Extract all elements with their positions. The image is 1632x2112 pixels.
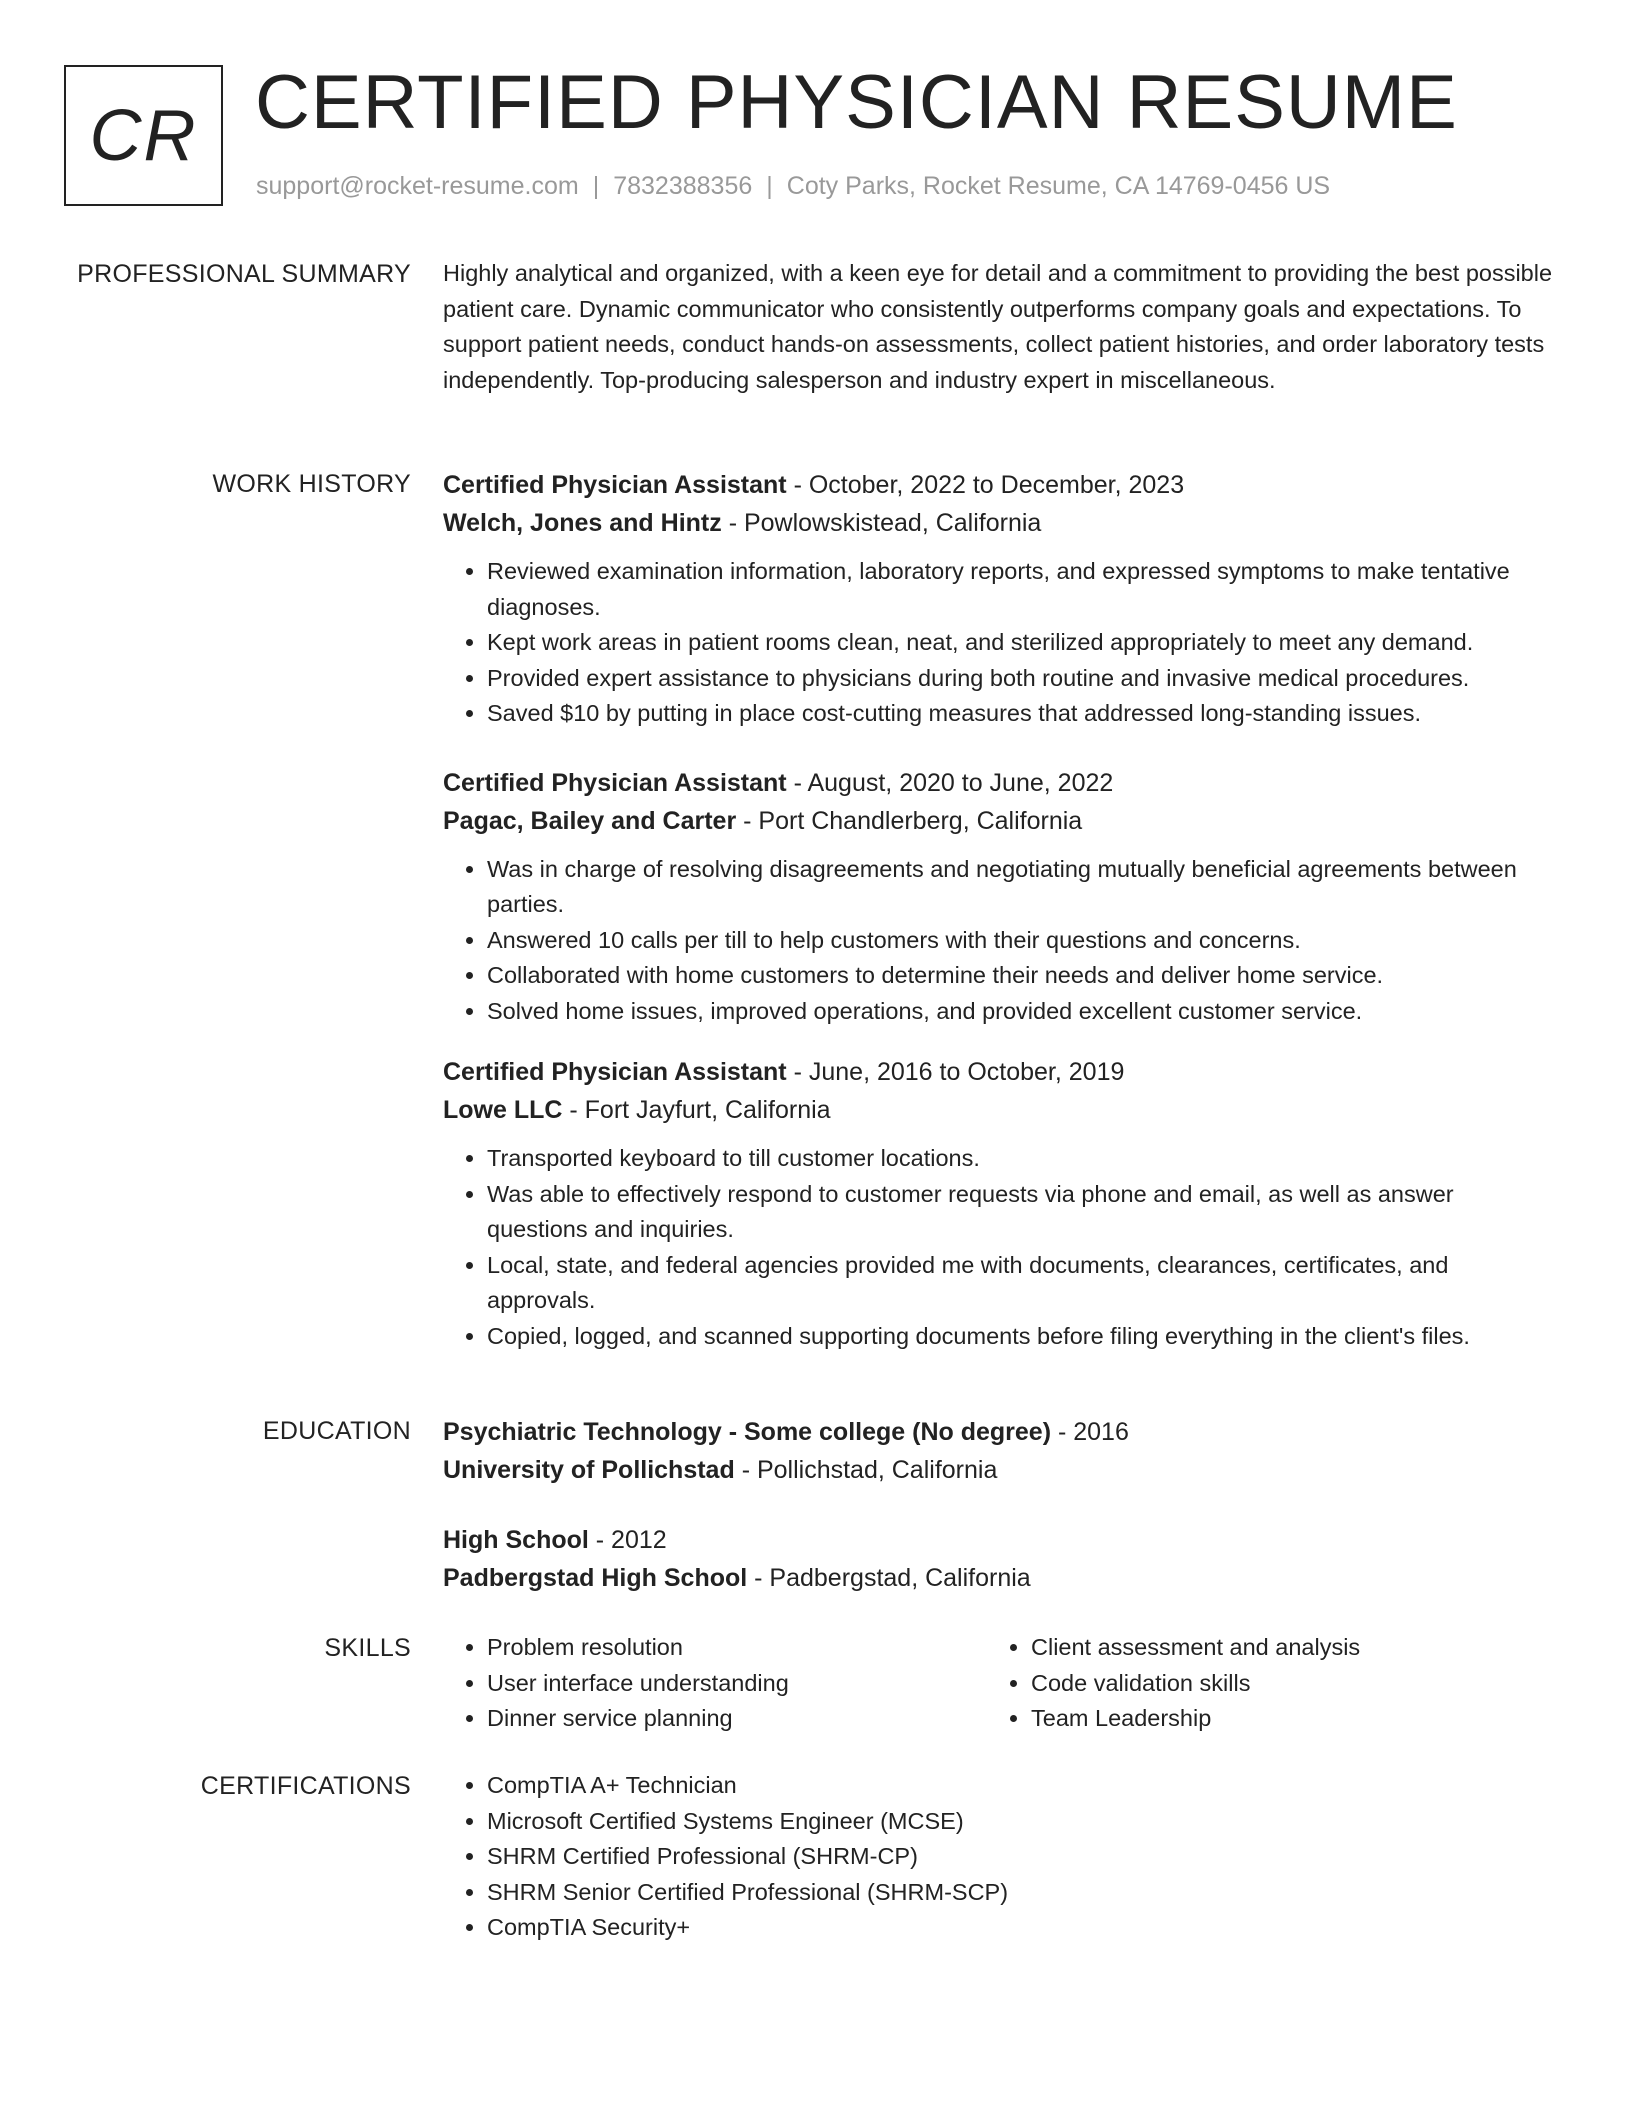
education-entry [443, 1413, 1553, 1489]
job-entry [443, 1053, 1553, 1354]
education-degree-line [443, 1521, 1553, 1559]
job-company: Pagac, Bailey and Carter [443, 806, 737, 835]
contact-email[interactable]: support@rocket-resume.com [256, 172, 579, 200]
job-company: Welch, Jones and Hintz [443, 509, 722, 537]
job-location: - Port Chandlerberg, California [736, 806, 1083, 835]
list-item: • Problem resolution [487, 1630, 987, 1666]
work-history-body [443, 466, 1553, 1378]
education-location: - Padbergstad, California [747, 1564, 1031, 1592]
job-company-line [443, 1091, 1553, 1129]
contact-phone[interactable]: 7832388356 [613, 172, 753, 200]
list-item: • Client assessment and analysis [1031, 1630, 1531, 1666]
summary-body [443, 256, 1553, 398]
list-item: • Local, state, and federal agencies provided me with documents, clearances, certificates, and approvals. [487, 1248, 1553, 1319]
list-item: • Saved $10 by putting in place cost-cutting measures that addressed long-standing issues. [487, 696, 1553, 732]
list-item: • Kept work areas in patient rooms clean, neat, and sterilized appropriately to meet any demand. [487, 625, 1553, 661]
education-entry [443, 1521, 1553, 1597]
section-label-work-history: WORK HISTORY [212, 470, 411, 498]
contact-line [256, 172, 1330, 201]
job-title-line [443, 466, 1553, 504]
education-school: Padbergstad High School [443, 1564, 748, 1592]
job-company-line [443, 504, 1553, 542]
job-bullets [443, 554, 1553, 732]
list-item: • Transported keyboard to till customer locations. [487, 1141, 1553, 1177]
job-entry [443, 466, 1553, 732]
job-title-line [443, 764, 1553, 802]
resume-title: CERTIFIED PHYSICIAN RESUME [255, 60, 1458, 145]
monogram-logo: CR [64, 65, 223, 206]
certifications-list [443, 1768, 1553, 1946]
education-degree: Psychiatric Technology - Some college (No degree) [443, 1418, 1052, 1446]
section-label-summary: PROFESSIONAL SUMMARY [77, 260, 411, 288]
job-title: Certified Physician Assistant [443, 768, 787, 797]
job-company: Lowe LLC [443, 1096, 563, 1124]
skills-body [443, 1630, 1553, 1737]
job-entry [443, 764, 1553, 1030]
list-item: • Team Leadership [1031, 1701, 1531, 1737]
list-item: • CompTIA A+ Technician [487, 1768, 1553, 1804]
education-degree-line [443, 1413, 1553, 1451]
section-label-skills: SKILLS [324, 1634, 411, 1662]
skills-column-left [443, 1630, 987, 1737]
job-dates: - August, 2020 to June, 2022 [786, 768, 1114, 797]
list-item: • SHRM Senior Certified Professional (SHRM-SCP) [487, 1875, 1553, 1911]
list-item: • Solved home issues, improved operations, and provided excellent customer service. [487, 994, 1553, 1030]
job-bullets [443, 1141, 1553, 1354]
education-year: - 2012 [588, 1526, 667, 1554]
list-item: • Microsoft Certified Systems Engineer (MCSE) [487, 1804, 1553, 1840]
job-location: - Powlowskistead, California [721, 509, 1042, 537]
list-item: • Dinner service planning [487, 1701, 987, 1737]
education-school: University of Pollichstad [443, 1456, 735, 1484]
education-school-line [443, 1451, 1553, 1489]
job-dates: - October, 2022 to December, 2023 [786, 471, 1185, 499]
contact-address: Coty Parks, Rocket Resume, CA 14769-0456 US [786, 172, 1331, 200]
list-item: • CompTIA Security+ [487, 1910, 1553, 1946]
summary-text: Highly analytical and organized, with a keen eye for detail and a commitment to providing the best possible patient care. Dynamic communicator who consistently outperforms company goals and expectations. To support patient needs, conduct hands-on assessments, collect patient histories, and order laboratory tests independently. Top-producing salesperson and industry expert in miscellaneous. [443, 260, 1553, 393]
section-label-certifications: CERTIFICATIONS [200, 1772, 411, 1800]
skills-grid [443, 1630, 1553, 1737]
list-item: • Provided expert assistance to physicians during both routine and invasive medical procedures. [487, 661, 1553, 697]
education-body [443, 1413, 1553, 1629]
list-item: • Answered 10 calls per till to help customers with their questions and concerns. [487, 923, 1553, 959]
list-item: • Was in charge of resolving disagreements and negotiating mutually beneficial agreements between parties. [487, 852, 1553, 923]
list-item: • User interface understanding [487, 1666, 987, 1702]
job-location: - Fort Jayfurt, California [562, 1096, 831, 1124]
section-label-education: EDUCATION [262, 1417, 411, 1445]
job-title: Certified Physician Assistant [443, 471, 787, 499]
list-item: • Copied, logged, and scanned supporting documents before filing everything in the client's files. [487, 1319, 1553, 1355]
job-title: Certified Physician Assistant [443, 1058, 787, 1086]
certifications-body [443, 1768, 1553, 1946]
list-item: • Code validation skills [1031, 1666, 1531, 1702]
contact-separator: | [592, 172, 600, 200]
education-school-line [443, 1559, 1553, 1597]
contact-separator: | [766, 172, 773, 200]
skills-column-right [987, 1630, 1531, 1737]
job-title-line [443, 1053, 1553, 1091]
job-dates: - June, 2016 to October, 2019 [786, 1058, 1125, 1086]
job-company-line [443, 802, 1553, 840]
job-bullets [443, 852, 1553, 1030]
education-year: - 2016 [1051, 1418, 1129, 1446]
list-item: • Collaborated with home customers to determine their needs and deliver home service. [487, 958, 1553, 994]
list-item: • Was able to effectively respond to customer requests via phone and email, as well as answer questions and inquiries. [487, 1177, 1553, 1248]
education-location: - Pollichstad, California [734, 1456, 998, 1484]
list-item: • Reviewed examination information, laboratory reports, and expressed symptoms to make tentative diagnoses. [487, 554, 1553, 625]
education-degree: High School [443, 1526, 589, 1554]
list-item: • SHRM Certified Professional (SHRM-CP) [487, 1839, 1553, 1875]
